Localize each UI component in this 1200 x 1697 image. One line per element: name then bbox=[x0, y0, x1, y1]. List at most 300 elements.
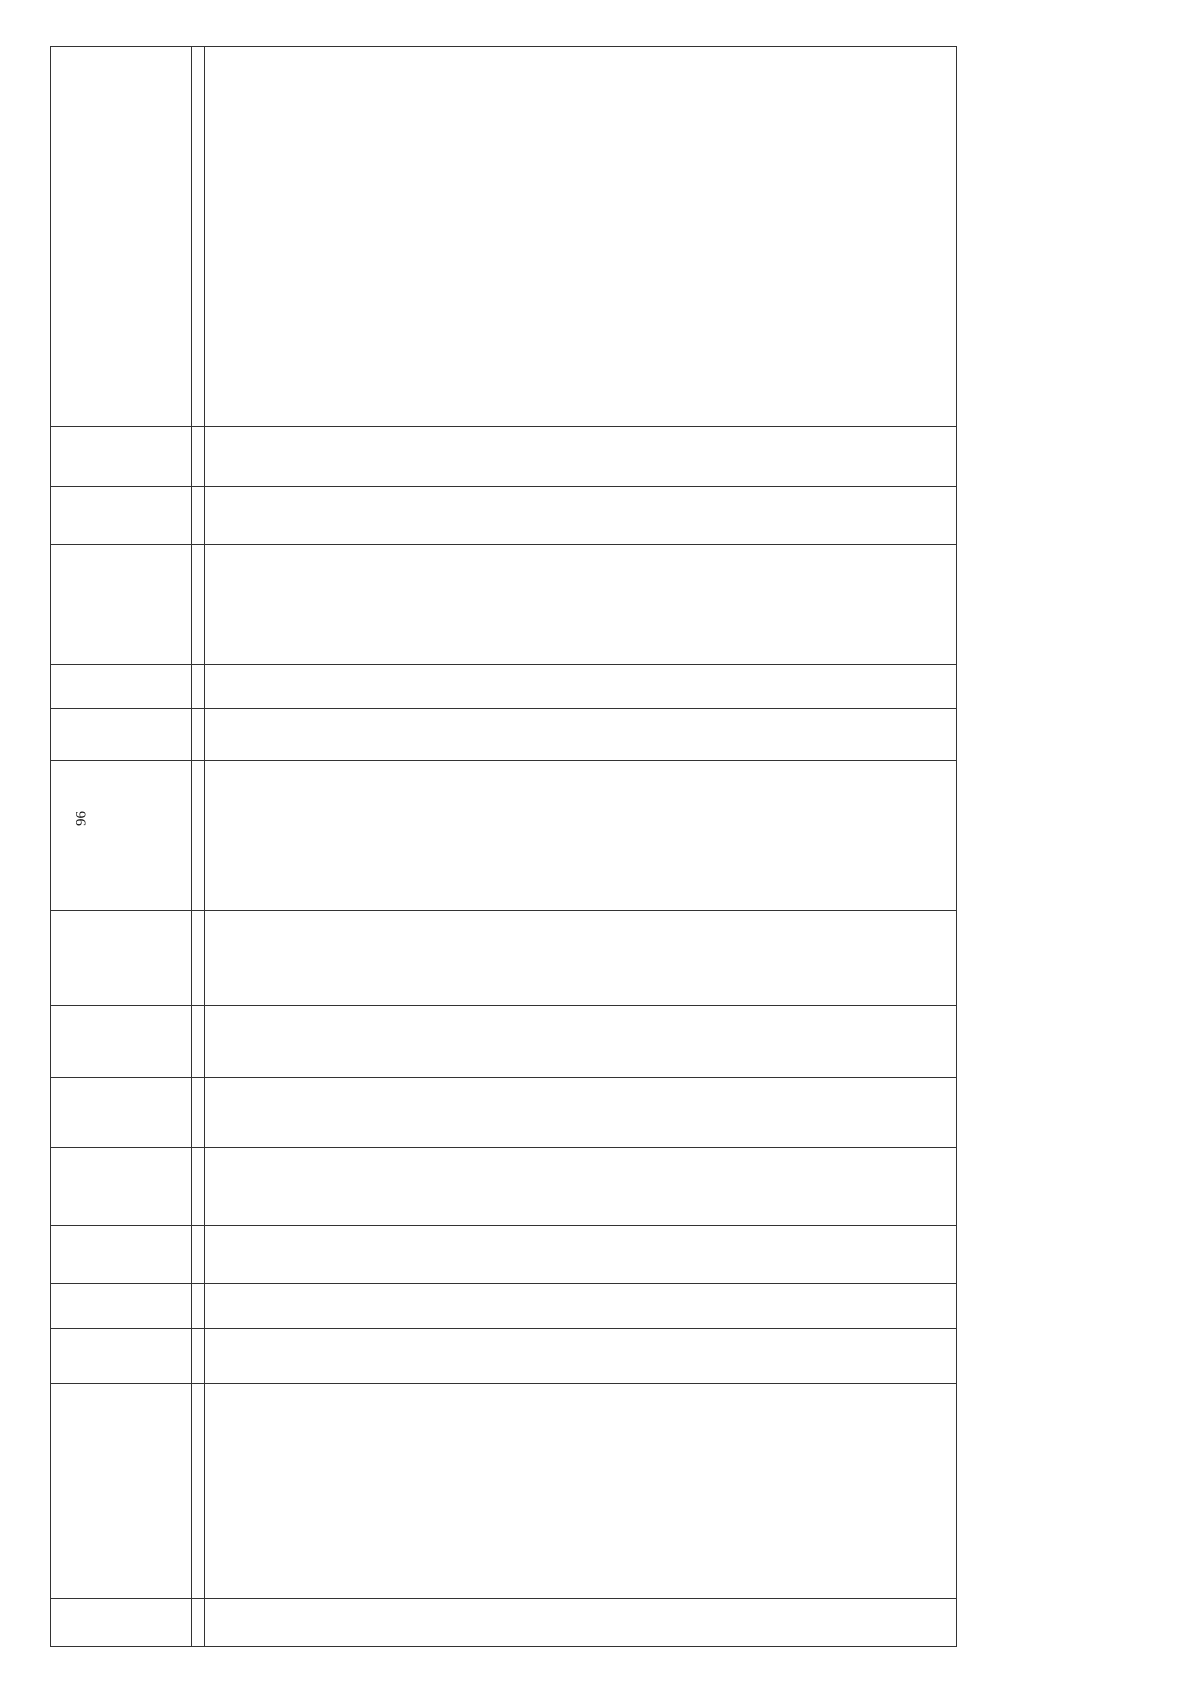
cell-col-4 bbox=[754, 1284, 816, 1329]
total-cell-col-14 bbox=[908, 487, 937, 545]
line-spacer bbox=[846, 548, 858, 661]
line-spacer bbox=[230, 668, 242, 705]
total-cell-col-8 bbox=[267, 1006, 296, 1078]
line-spacer bbox=[675, 490, 687, 541]
line-spacer bbox=[310, 50, 322, 423]
line-spacer bbox=[529, 712, 541, 757]
cell-col-1 bbox=[937, 1599, 957, 1647]
cell-col-6 bbox=[388, 1148, 450, 1226]
line-spacer bbox=[584, 490, 596, 541]
total-cell-col-4 bbox=[725, 1284, 754, 1329]
cell-col-8 bbox=[937, 1006, 957, 1078]
line-spacer bbox=[480, 668, 492, 705]
line-spacer bbox=[870, 430, 882, 483]
cell-col-10 bbox=[754, 761, 816, 911]
line-spacer bbox=[870, 50, 882, 423]
header-cell bbox=[51, 545, 192, 665]
cell-col-12 bbox=[479, 665, 541, 709]
line-spacer bbox=[938, 712, 950, 757]
line-spacer bbox=[895, 712, 907, 757]
total-cell-col-5 bbox=[450, 1226, 479, 1284]
cell-col-12 bbox=[388, 665, 450, 709]
total-cell-col-3 bbox=[267, 1329, 296, 1384]
total-cell-col-9 bbox=[633, 911, 662, 1006]
line-spacer bbox=[688, 668, 700, 705]
total-cell-col-9 bbox=[450, 911, 479, 1006]
total-cell-col-8 bbox=[725, 1006, 754, 1078]
line-spacer bbox=[334, 712, 346, 757]
line-spacer bbox=[297, 50, 309, 423]
line-spacer bbox=[401, 430, 413, 483]
cell-col-6 bbox=[296, 1148, 358, 1226]
total-cell-col-13 bbox=[450, 545, 479, 665]
line-spacer bbox=[322, 490, 334, 541]
total-cell-col-15 bbox=[725, 427, 754, 487]
total-cell-col-1 bbox=[908, 1599, 937, 1647]
line-spacer bbox=[755, 50, 767, 423]
header-cell bbox=[51, 665, 192, 709]
total-cell-col-11 bbox=[267, 709, 296, 761]
cell-col-8 bbox=[754, 1006, 816, 1078]
cell-col-3 bbox=[845, 1329, 907, 1384]
line-spacer bbox=[596, 712, 608, 757]
total-cell-col-10 bbox=[359, 761, 388, 911]
line-spacer bbox=[803, 712, 815, 757]
total-cell-col-4 bbox=[359, 1284, 388, 1329]
total-cell-col-10 bbox=[267, 761, 296, 911]
cell-col-16 bbox=[296, 47, 358, 427]
cell-col-6 bbox=[754, 1148, 816, 1226]
line-spacer bbox=[846, 430, 858, 483]
total-cell-col-16 bbox=[633, 47, 662, 427]
line-spacer bbox=[322, 712, 334, 757]
line-spacer bbox=[858, 490, 870, 541]
line-spacer bbox=[663, 712, 675, 757]
cell-col-4 bbox=[296, 1284, 358, 1329]
line-spacer bbox=[218, 430, 230, 483]
line-spacer bbox=[584, 548, 596, 661]
line-spacer bbox=[401, 712, 413, 757]
total-cell-col-2 bbox=[267, 1384, 296, 1599]
total-cell-col-3 bbox=[450, 1329, 479, 1384]
cell-col-10 bbox=[571, 761, 633, 911]
cell-col-6 bbox=[845, 1148, 907, 1226]
cell-col-16 bbox=[754, 47, 816, 427]
total-cell-col-2 bbox=[542, 1384, 571, 1599]
line-spacer bbox=[755, 490, 767, 541]
total-cell-col-11 bbox=[542, 709, 571, 761]
total-cell-col-7 bbox=[725, 1078, 754, 1148]
line-spacer bbox=[870, 490, 882, 541]
line-spacer bbox=[700, 50, 712, 423]
cell-col-7 bbox=[754, 1078, 816, 1148]
total-cell-col-2 bbox=[908, 1384, 937, 1599]
line-spacer bbox=[322, 430, 334, 483]
cell-col-3 bbox=[662, 1329, 724, 1384]
total-cell-col-2 bbox=[450, 1384, 479, 1599]
cell-col-12 bbox=[845, 665, 907, 709]
line-spacer bbox=[688, 490, 700, 541]
total-cell-col-7 bbox=[267, 1078, 296, 1148]
line-spacer bbox=[675, 548, 687, 661]
total-cell-col-6 bbox=[450, 1148, 479, 1226]
line-spacer bbox=[663, 548, 675, 661]
line-spacer bbox=[505, 430, 517, 483]
cell-col-2 bbox=[662, 1384, 724, 1599]
line-spacer bbox=[779, 430, 791, 483]
cell-col-10 bbox=[296, 761, 358, 911]
header-cell bbox=[51, 1148, 192, 1226]
total-cell-col-14 bbox=[725, 487, 754, 545]
line-spacer bbox=[413, 490, 425, 541]
line-spacer bbox=[389, 712, 401, 757]
cell-col-8 bbox=[479, 1006, 541, 1078]
line-spacer bbox=[401, 668, 413, 705]
cell-col-15 bbox=[388, 427, 450, 487]
total-cell-col-13 bbox=[725, 545, 754, 665]
line-spacer bbox=[517, 712, 529, 757]
line-spacer bbox=[480, 548, 492, 661]
total-cell-col-13 bbox=[633, 545, 662, 665]
table-row bbox=[937, 47, 957, 1647]
line-spacer bbox=[218, 668, 230, 705]
line-spacer bbox=[767, 548, 779, 661]
line-spacer bbox=[413, 712, 425, 757]
line-spacer bbox=[688, 430, 700, 483]
total-cell-col-4 bbox=[267, 1284, 296, 1329]
line-spacer bbox=[608, 50, 620, 423]
total-cell-col-7 bbox=[908, 1078, 937, 1148]
line-spacer bbox=[596, 430, 608, 483]
line-spacer bbox=[505, 50, 517, 423]
line-spacer bbox=[230, 490, 242, 541]
line-spacer bbox=[700, 712, 712, 757]
line-spacer bbox=[206, 50, 218, 423]
total-row bbox=[542, 47, 571, 1647]
total-cell-col-11 bbox=[908, 709, 937, 761]
line-spacer bbox=[608, 712, 620, 757]
cell-col-16 bbox=[388, 47, 450, 427]
total-row bbox=[725, 47, 754, 1647]
total-cell-col-13 bbox=[816, 545, 845, 665]
line-spacer bbox=[596, 50, 608, 423]
cell-col-7 bbox=[571, 1078, 633, 1148]
total-cell-col-8 bbox=[908, 1006, 937, 1078]
column-number-cell bbox=[192, 761, 205, 911]
table-row bbox=[479, 47, 541, 1647]
cell-col-4 bbox=[845, 1284, 907, 1329]
total-cell-col-12 bbox=[542, 665, 571, 709]
line-spacer bbox=[401, 548, 413, 661]
line-spacer bbox=[389, 430, 401, 483]
cell-col-15 bbox=[571, 427, 633, 487]
line-spacer bbox=[858, 430, 870, 483]
line-spacer bbox=[596, 490, 608, 541]
cell-col-1 bbox=[388, 1599, 450, 1647]
total-cell-col-10 bbox=[542, 761, 571, 911]
total-cell-col-7 bbox=[542, 1078, 571, 1148]
cell-col-2 bbox=[296, 1384, 358, 1599]
column-number-cell bbox=[192, 1284, 205, 1329]
line-spacer bbox=[584, 712, 596, 757]
total-cell-col-15 bbox=[267, 427, 296, 487]
header-cell bbox=[51, 1384, 192, 1599]
line-spacer bbox=[883, 712, 895, 757]
line-spacer bbox=[663, 50, 675, 423]
cell-col-11 bbox=[571, 709, 633, 761]
cell-col-3 bbox=[205, 1329, 268, 1384]
line-spacer bbox=[218, 548, 230, 661]
cell-col-10 bbox=[845, 761, 907, 911]
cell-col-15 bbox=[937, 427, 957, 487]
line-spacer bbox=[779, 668, 791, 705]
total-cell-col-2 bbox=[816, 1384, 845, 1599]
cell-col-11 bbox=[388, 709, 450, 761]
total-cell-col-11 bbox=[725, 709, 754, 761]
table-row bbox=[296, 47, 358, 1647]
header-cell bbox=[51, 1006, 192, 1078]
cell-col-11 bbox=[845, 709, 907, 761]
cell-col-4 bbox=[937, 1284, 957, 1329]
total-cell-col-2 bbox=[359, 1384, 388, 1599]
line-spacer bbox=[767, 490, 779, 541]
cell-col-10 bbox=[479, 761, 541, 911]
line-spacer bbox=[480, 712, 492, 757]
line-spacer bbox=[755, 548, 767, 661]
total-cell-col-16 bbox=[450, 47, 479, 427]
line-spacer bbox=[230, 548, 242, 661]
total-cell-col-14 bbox=[359, 487, 388, 545]
line-spacer bbox=[322, 548, 334, 661]
cell-col-1 bbox=[205, 1599, 268, 1647]
line-spacer bbox=[779, 712, 791, 757]
cell-col-14 bbox=[662, 487, 724, 545]
total-cell-col-15 bbox=[359, 427, 388, 487]
line-spacer bbox=[755, 712, 767, 757]
line-spacer bbox=[310, 712, 322, 757]
total-cell-col-8 bbox=[633, 1006, 662, 1078]
cell-col-2 bbox=[205, 1384, 268, 1599]
line-spacer bbox=[413, 548, 425, 661]
line-spacer bbox=[767, 712, 779, 757]
line-spacer bbox=[206, 430, 218, 483]
line-spacer bbox=[938, 430, 950, 483]
header-cell bbox=[51, 1226, 192, 1284]
cell-col-3 bbox=[388, 1329, 450, 1384]
cell-col-12 bbox=[205, 665, 268, 709]
line-spacer bbox=[755, 668, 767, 705]
total-cell-col-14 bbox=[816, 487, 845, 545]
line-spacer bbox=[297, 668, 309, 705]
cell-col-16 bbox=[205, 47, 268, 427]
cell-col-5 bbox=[845, 1226, 907, 1284]
total-cell-col-1 bbox=[450, 1599, 479, 1647]
cell-col-5 bbox=[754, 1226, 816, 1284]
line-spacer bbox=[505, 668, 517, 705]
cell-col-8 bbox=[388, 1006, 450, 1078]
header-cell bbox=[51, 487, 192, 545]
cell-col-9 bbox=[479, 911, 541, 1006]
line-spacer bbox=[493, 490, 505, 541]
total-cell-col-5 bbox=[267, 1226, 296, 1284]
cell-col-4 bbox=[479, 1284, 541, 1329]
line-spacer bbox=[663, 668, 675, 705]
line-spacer bbox=[437, 712, 449, 757]
total-row bbox=[450, 47, 479, 1647]
cell-col-1 bbox=[296, 1599, 358, 1647]
header-cell bbox=[51, 911, 192, 1006]
cell-col-6 bbox=[479, 1148, 541, 1226]
page-number: 96 bbox=[73, 811, 90, 826]
line-spacer bbox=[413, 668, 425, 705]
total-cell-col-4 bbox=[450, 1284, 479, 1329]
cell-col-14 bbox=[571, 487, 633, 545]
line-spacer bbox=[310, 490, 322, 541]
table-row bbox=[845, 47, 907, 1647]
line-spacer bbox=[596, 548, 608, 661]
cell-col-10 bbox=[388, 761, 450, 911]
line-spacer bbox=[858, 712, 870, 757]
cell-col-11 bbox=[937, 709, 957, 761]
line-spacer bbox=[846, 668, 858, 705]
cell-col-13 bbox=[937, 545, 957, 665]
cell-col-2 bbox=[388, 1384, 450, 1599]
cell-col-16 bbox=[571, 47, 633, 427]
cell-col-6 bbox=[662, 1148, 724, 1226]
total-cell-col-3 bbox=[908, 1329, 937, 1384]
total-cell-col-4 bbox=[816, 1284, 845, 1329]
line-spacer bbox=[870, 668, 882, 705]
line-spacer bbox=[584, 430, 596, 483]
cell-col-2 bbox=[754, 1384, 816, 1599]
line-spacer bbox=[242, 50, 254, 423]
cell-col-14 bbox=[754, 487, 816, 545]
line-spacer bbox=[401, 490, 413, 541]
line-spacer bbox=[206, 548, 218, 661]
total-cell-col-12 bbox=[359, 665, 388, 709]
cell-col-3 bbox=[296, 1329, 358, 1384]
total-cell-col-10 bbox=[816, 761, 845, 911]
cell-col-7 bbox=[937, 1078, 957, 1148]
line-spacer bbox=[493, 548, 505, 661]
cell-col-5 bbox=[937, 1226, 957, 1284]
total-row bbox=[908, 47, 937, 1647]
line-spacer bbox=[389, 50, 401, 423]
total-cell-col-5 bbox=[542, 1226, 571, 1284]
total-cell-col-16 bbox=[359, 47, 388, 427]
total-cell-col-10 bbox=[908, 761, 937, 911]
line-spacer bbox=[230, 712, 242, 757]
cell-col-11 bbox=[662, 709, 724, 761]
total-cell-col-10 bbox=[450, 761, 479, 911]
total-cell-col-9 bbox=[908, 911, 937, 1006]
total-cell-col-6 bbox=[908, 1148, 937, 1226]
total-row bbox=[633, 47, 662, 1647]
total-cell-col-1 bbox=[816, 1599, 845, 1647]
column-number-cell bbox=[192, 911, 205, 1006]
cell-col-3 bbox=[937, 1329, 957, 1384]
cell-col-11 bbox=[754, 709, 816, 761]
cell-col-9 bbox=[845, 911, 907, 1006]
line-spacer bbox=[493, 712, 505, 757]
line-spacer bbox=[517, 50, 529, 423]
total-cell-col-7 bbox=[450, 1078, 479, 1148]
total-cell-col-16 bbox=[542, 47, 571, 427]
cell-col-13 bbox=[662, 545, 724, 665]
line-spacer bbox=[230, 50, 242, 423]
total-cell-col-9 bbox=[542, 911, 571, 1006]
line-spacer bbox=[310, 668, 322, 705]
total-cell-col-6 bbox=[542, 1148, 571, 1226]
line-spacer bbox=[425, 712, 437, 757]
line-spacer bbox=[218, 490, 230, 541]
line-spacer bbox=[505, 548, 517, 661]
line-spacer bbox=[505, 490, 517, 541]
cell-col-11 bbox=[296, 709, 358, 761]
column-number-cell bbox=[192, 665, 205, 709]
line-spacer bbox=[938, 490, 950, 541]
total-cell-col-3 bbox=[633, 1329, 662, 1384]
total-cell-col-6 bbox=[816, 1148, 845, 1226]
cell-col-13 bbox=[571, 545, 633, 665]
line-spacer bbox=[675, 50, 687, 423]
line-spacer bbox=[242, 712, 254, 757]
cell-col-10 bbox=[205, 761, 268, 911]
header-cell bbox=[51, 1329, 192, 1384]
cell-col-16 bbox=[479, 47, 541, 427]
table-row bbox=[754, 47, 816, 1647]
line-spacer bbox=[767, 50, 779, 423]
total-cell-col-9 bbox=[267, 911, 296, 1006]
cell-col-12 bbox=[662, 665, 724, 709]
cell-col-13 bbox=[845, 545, 907, 665]
line-spacer bbox=[767, 668, 779, 705]
line-spacer bbox=[346, 712, 358, 757]
cell-col-7 bbox=[662, 1078, 724, 1148]
total-cell-col-5 bbox=[908, 1226, 937, 1284]
line-spacer bbox=[493, 430, 505, 483]
line-spacer bbox=[206, 668, 218, 705]
cell-col-7 bbox=[388, 1078, 450, 1148]
total-cell-col-14 bbox=[633, 487, 662, 545]
table-row bbox=[571, 47, 633, 1647]
table-row bbox=[662, 47, 724, 1647]
cell-col-3 bbox=[754, 1329, 816, 1384]
cell-col-14 bbox=[937, 487, 957, 545]
cell-col-2 bbox=[571, 1384, 633, 1599]
cell-col-12 bbox=[754, 665, 816, 709]
line-spacer bbox=[584, 668, 596, 705]
line-spacer bbox=[858, 548, 870, 661]
line-spacer bbox=[389, 490, 401, 541]
total-cell-col-1 bbox=[633, 1599, 662, 1647]
total-cell-col-12 bbox=[633, 665, 662, 709]
cell-col-6 bbox=[937, 1148, 957, 1226]
line-spacer bbox=[779, 548, 791, 661]
total-cell-col-5 bbox=[725, 1226, 754, 1284]
total-cell-col-1 bbox=[725, 1599, 754, 1647]
total-cell-col-13 bbox=[359, 545, 388, 665]
cell-col-13 bbox=[388, 545, 450, 665]
line-spacer bbox=[572, 430, 584, 483]
cell-col-11 bbox=[479, 709, 541, 761]
table-row bbox=[388, 47, 450, 1647]
cell-col-13 bbox=[754, 545, 816, 665]
total-cell-col-8 bbox=[450, 1006, 479, 1078]
line-spacer bbox=[572, 668, 584, 705]
cell-col-14 bbox=[845, 487, 907, 545]
total-cell-col-12 bbox=[816, 665, 845, 709]
